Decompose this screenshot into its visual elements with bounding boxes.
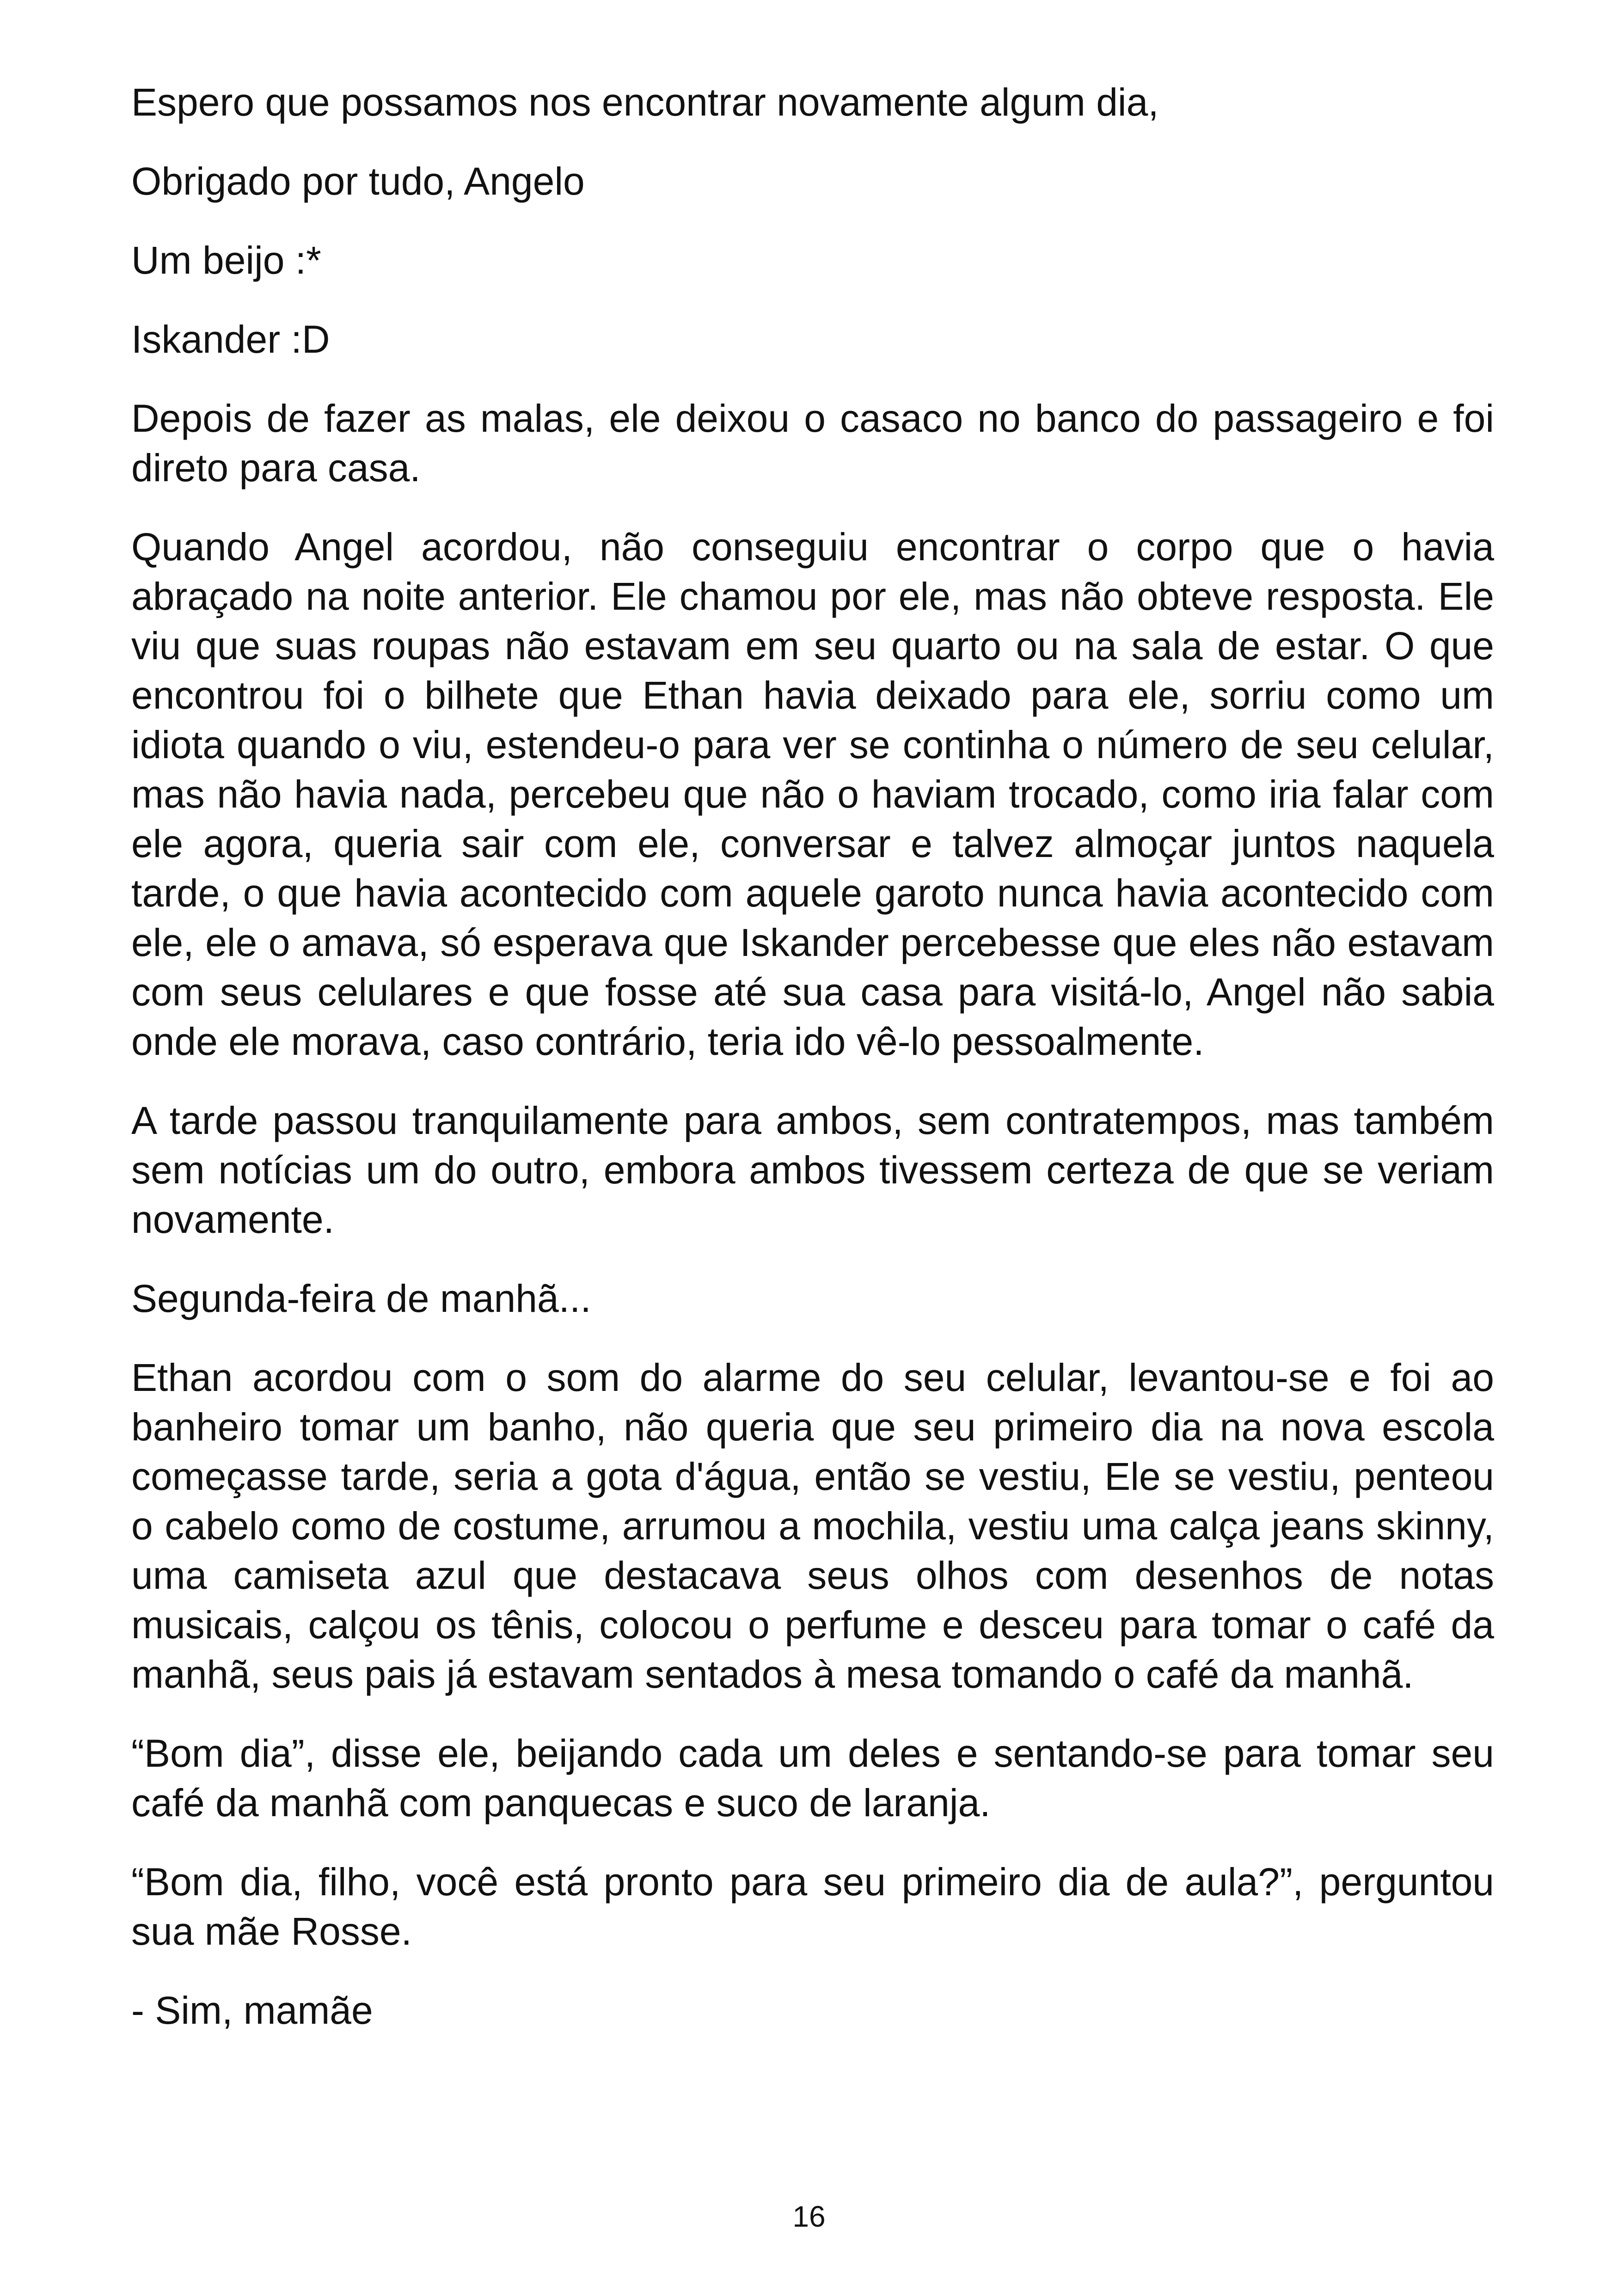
paragraph-12: - Sim, mamãe	[131, 1989, 373, 2032]
paragraph-8: Segunda-feira de manhã...	[131, 1277, 591, 1320]
paragraph-2: Obrigado por tudo, Angelo	[131, 159, 585, 203]
paragraph-5: Depois de fazer as malas, ele deixou o casaco no banco do passageiro e foi direto para casa.	[131, 397, 1494, 490]
document-body	[131, 78, 1494, 2065]
paragraph-7: A tarde passou tranquilamente para ambos, sem contratempos, mas também sem notícias um do outro, embora ambos tivessem certeza de que se veriam novamente.	[131, 1099, 1494, 1241]
paragraph-1: Espero que possamos nos encontrar novamente algum dia,	[131, 80, 1159, 124]
page-number: 16	[792, 2200, 826, 2233]
paragraph-4: Iskander :D	[131, 318, 330, 361]
paragraph-3: Um beijo :*	[131, 239, 321, 282]
paragraph-10: “Bom dia”, disse ele, beijando cada um deles e sentando-se para tomar seu café da manhã com panquecas e suco de laranja.	[131, 1732, 1494, 1825]
paragraph-11: “Bom dia, filho, você está pronto para seu primeiro dia de aula?”, perguntou sua mãe Rosse.	[131, 1860, 1494, 1953]
paragraph-6: Quando Angel acordou, não conseguiu encontrar o corpo que o havia abraçado na noite anterior. Ele chamou por ele, mas não obteve resposta. Ele viu que suas roupas não estavam em seu quarto ou na sala de estar. O que encontrou foi o bilhete que Ethan havia deixado para ele, sorriu como um idiota quando o viu, estendeu-o para ver se continha o número de seu celular, mas não havia nada, percebeu que não o haviam trocado, como iria falar com ele agora, queria sair com ele, conversar e talvez almoçar juntos naquela tarde, o que havia acontecido com aquele garoto nunca havia acontecido com ele, ele o amava, só esperava que Iskander percebesse que eles não estavam com seus celulares e que fosse até sua casa para visitá-lo, Angel não sabia onde ele morava, caso contrário, teria ido vê-lo pessoalmente.	[131, 525, 1494, 1063]
paragraph-9: Ethan acordou com o som do alarme do seu celular, levantou-se e foi ao banheiro tomar um banho, não queria que seu primeiro dia na nova escola começasse tarde, seria a gota d'água, então se vestiu, Ele se vestiu, penteou o cabelo como de costume, arrumou a mochila, vestiu uma calça jeans skinny, uma camiseta azul que destacava seus olhos com desenhos de notas musicais, calçou os tênis, colocou o perfume e desceu para tomar o café da manhã, seus pais já estavam sentados à mesa tomando o café da manhã.	[131, 1356, 1494, 1696]
